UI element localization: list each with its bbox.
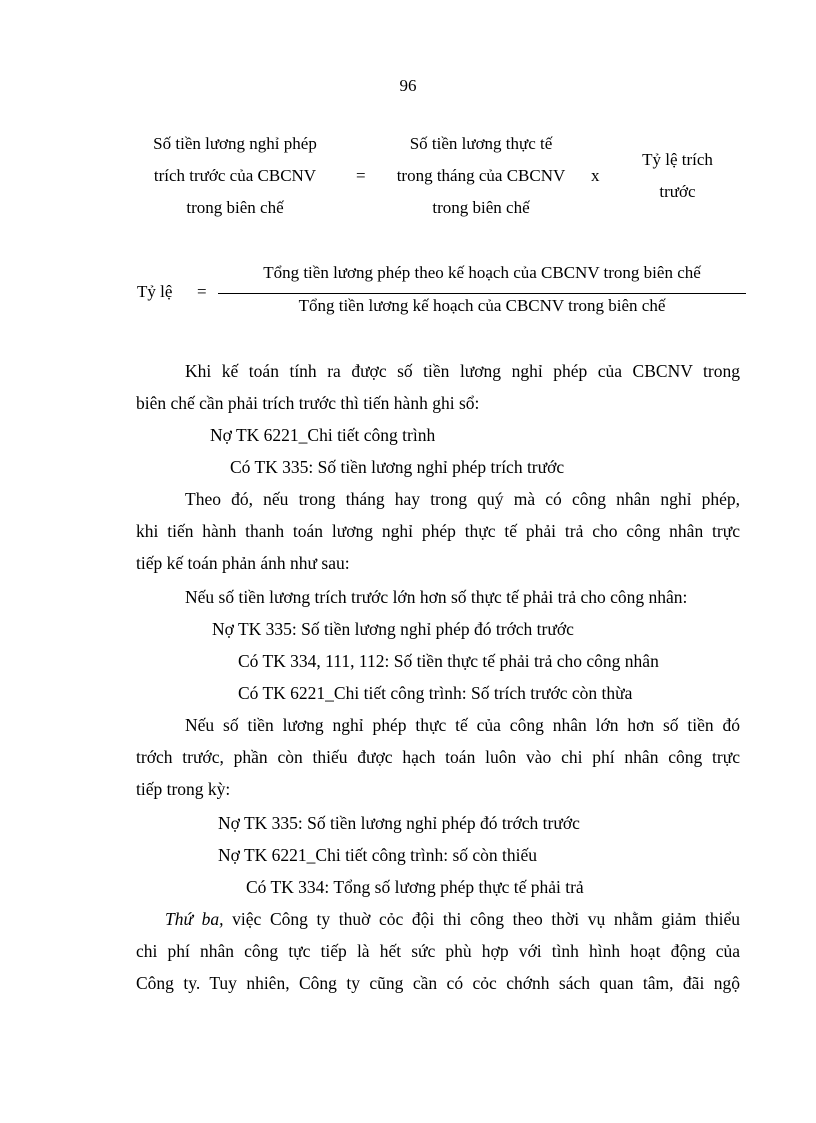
formula2-numerator: Tổng tiền lương phép theo kế hoạch của CBCNV trong biên chế	[263, 263, 701, 282]
paragraph-4	[136, 903, 740, 999]
paragraph-2	[136, 483, 740, 579]
paragraph-line: Công ty. Tuy nhiên, Công ty cũng cần có cỏc chớnh sách quan tâm, đãi ngộ	[136, 973, 740, 993]
formula1-middle-term	[376, 128, 586, 224]
paragraph-line: tiếp kế toán phản ánh như sau:	[136, 553, 350, 573]
paragraph-line: tiếp trong kỳ:	[136, 779, 231, 799]
case-heading: Nếu số tiền lương trích trước lớn hơn số thực tế phải trả cho công nhân:	[185, 587, 688, 607]
journal-entry-credit: Có TK 6221_Chi tiết công trình: Số trích trước còn thừa	[238, 683, 633, 703]
paragraph-line-rest: việc Công ty thuờ cỏc đội thi công theo thời vụ nhằm giảm thiểu	[223, 909, 741, 929]
formula1-equals: =	[356, 166, 366, 185]
formula1-right-term	[620, 144, 735, 208]
formula2-label: Tỷ lệ	[137, 282, 173, 301]
formula1-middle-line: Số tiền lương thực tế	[409, 134, 553, 153]
paragraph-line: biên chế cần phải trích trước thì tiến hành ghi sổ:	[136, 393, 480, 413]
paragraph-line: trớch trước, phần còn thiếu được hạch toán luôn vào chi phí nhân công trực	[136, 747, 740, 767]
formula1-middle-line: trong biên chế	[432, 198, 530, 217]
paragraph-1	[136, 355, 740, 419]
formula1-left-line: trong biên chế	[186, 198, 284, 217]
journal-entry-debit: Nợ TK 335: Số tiền lương nghỉ phép đó trớch trước	[218, 813, 580, 833]
paragraph-line: Theo đó, nếu trong tháng hay trong quý mà có công nhân nghỉ phép,	[185, 489, 740, 509]
paragraph-line: Nếu số tiền lương nghỉ phép thực tế của công nhân lớn hơn số tiền đó	[185, 715, 740, 735]
formula1-left-term	[130, 128, 340, 224]
formula1-right-line: Tỷ lệ trích	[642, 150, 713, 169]
paragraph-line	[136, 903, 740, 935]
formula1-left-line: Số tiền lương nghỉ phép	[153, 134, 317, 153]
journal-entry-credit: Có TK 334: Tổng số lương phép thực tế phải trả	[246, 877, 584, 897]
journal-entry-debit: Nợ TK 335: Số tiền lương nghỉ phép đó trớch trước	[212, 619, 574, 639]
formula1-right-line: trước	[659, 182, 696, 201]
formula1-middle-line: trong tháng của CBCNV	[396, 166, 566, 185]
formula2-equals: =	[197, 282, 207, 301]
formula1-times: x	[591, 166, 600, 185]
formula1-left-line: trích trước của CBCNV	[153, 166, 317, 185]
journal-entry-debit: Nợ TK 6221_Chi tiết công trình: số còn thiếu	[218, 845, 538, 865]
paragraph-line: khi tiến hành thanh toán lương nghỉ phép thực tế phải trả cho công nhân trực	[136, 521, 740, 541]
journal-entry-credit: Có TK 335: Số tiền lương nghỉ phép trích trước	[230, 457, 565, 477]
page-number: 96	[399, 76, 417, 95]
journal-entry-credit: Có TK 334, 111, 112: Số tiền thực tế phải trả cho công nhân	[238, 651, 659, 671]
formula2-denominator: Tổng tiền lương kế hoạch của CBCNV trong biên chế	[298, 296, 666, 315]
journal-entry-debit: Nợ TK 6221_Chi tiết công trình	[210, 425, 436, 445]
italic-lead: Thứ ba,	[165, 909, 224, 929]
paragraph-line: chi phí nhân công tực tiếp là hết sức phù hợp với tình hình hoạt động của	[136, 941, 740, 961]
paragraph-3	[136, 709, 740, 805]
paragraph-line: Khi kế toán tính ra được số tiền lương nghỉ phép của CBCNV trong	[185, 361, 740, 381]
